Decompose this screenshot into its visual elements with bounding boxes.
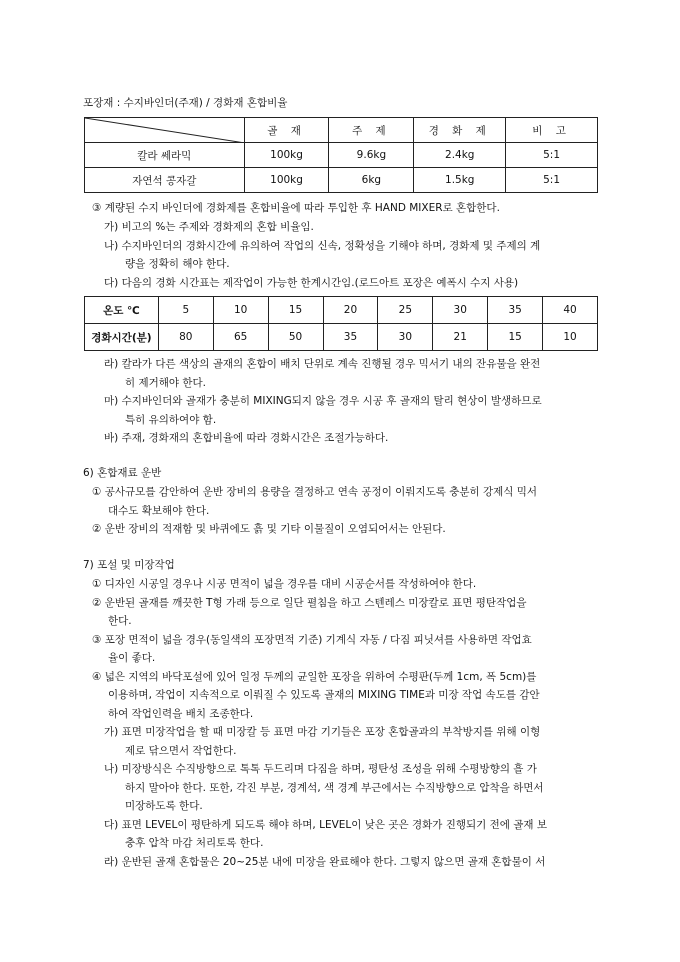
table-cell: 80: [158, 324, 213, 351]
section3-item-ga: 가) 비고의 %는 주제와 경화제의 혼합 비율임.: [104, 221, 314, 233]
row-label-curing-time: 경화시간(분): [85, 324, 159, 351]
section3-heading: ③ 계량된 수지 바인더에 경화제를 혼합비율에 따라 투입한 후 HAND MIXER로 혼합한다.: [92, 202, 500, 214]
section6-item-2: ② 운반 장비의 적재함 및 바퀴에도 흙 및 기타 이물질이 오염되어서는 안된다.: [92, 523, 446, 535]
table-cell: 30: [378, 324, 433, 351]
table-cell: 자연석 콩자갈: [85, 168, 245, 193]
table-cell: 25: [378, 297, 433, 324]
diagonal-header-cell: [85, 118, 245, 143]
table-cell: 100kg: [244, 143, 329, 168]
table-cell: 35: [323, 324, 378, 351]
section7-item-4-cont: 이용하며, 작업이 지속적으로 이뤄질 수 있도록 골재의 MIXING TIME과 미장 작업 속도를 감안: [108, 689, 540, 701]
header-hardener: 경 화 제: [414, 118, 506, 143]
table-cell: 5: [158, 297, 213, 324]
table-row: [85, 324, 598, 351]
section6-item-1: ① 공사규모를 감안하여 운반 장비의 용량을 결정하고 연속 공정이 이뤄지도록 충분히 강제식 믹서: [92, 486, 538, 498]
table-cell: 50: [268, 324, 323, 351]
table-cell: 칼라 쎄라믹: [85, 143, 245, 168]
section7-item-na-cont2: 미장하도록 한다.: [125, 800, 203, 812]
header-main-agent: 주 제: [329, 118, 414, 143]
section7-item-na-cont: 하지 말아야 한다. 또한, 각진 부분, 경계석, 색 경계 부근에서는 수직방향으로 압착을 하면서: [125, 782, 544, 794]
table-cell: 5:1: [506, 168, 598, 193]
section7-item-4: ④ 넓은 지역의 바닥포설에 있어 일정 두께의 균일한 포장을 위하여 수평판(두께 1cm, 폭 5cm)를: [92, 671, 537, 683]
section6-heading: 6) 혼합재료 운반: [83, 467, 162, 479]
section7-item-3: ③ 포장 면적이 넓을 경우(동일색의 포장면적 기준) 기계식 자동 / 다짐 피닛셔를 사용하면 작업효: [92, 634, 532, 646]
section3-item-na: 나) 수지바인더의 경화시간에 유의하여 작업의 신속, 정확성을 기해야 하며, 경화제 및 주제의 계: [104, 240, 541, 252]
table-row: [85, 168, 598, 193]
section3-item-ra: 라) 칼라가 다른 색상의 골재의 혼합이 배치 단위로 계속 진행될 경우 믹서기 내의 잔유물을 완전: [104, 358, 541, 370]
section7-item-2: ② 운반된 골재를 깨끗한 T형 가래 등으로 일단 펼침을 하고 스텐레스 미장칼로 표면 평탄작업을: [92, 597, 527, 609]
table-cell: 10: [543, 324, 598, 351]
table-row: [85, 297, 598, 324]
header-aggregate: 골 재: [244, 118, 329, 143]
section7-item-ga: 가) 표면 미장작업을 할 때 미장칼 등 표면 마감 기기들은 포장 혼합골과의 부착방지를 위해 이형: [104, 726, 541, 738]
section3-item-ba: 바) 주재, 경화재의 혼합비율에 따라 경화시간은 조절가능하다.: [104, 432, 389, 444]
section7-item-2-cont: 한다.: [108, 615, 132, 627]
section7-item-ra: 라) 운반된 골재 혼합물은 20~25분 내에 미장을 완료해야 한다. 그렇지 않으면 골재 혼합물이 서: [104, 856, 546, 868]
section7-item-na: 나) 미장방식은 수직방향으로 톡톡 두드리며 다짐을 하며, 평탄성 조성을 위해 수평방향의 흘 가: [104, 763, 537, 775]
section3-item-ma-cont: 특히 유의하여야 함.: [125, 414, 217, 426]
table-cell: 1.5kg: [414, 168, 506, 193]
table-row: [85, 143, 598, 168]
table-cell: 9.6kg: [329, 143, 414, 168]
section7-item-da: 다) 표면 LEVEL이 평탄하게 되도록 해야 하며, LEVEL이 낮은 곳은 경화가 진행되기 전에 골재 보: [104, 819, 548, 831]
table-cell: 65: [213, 324, 268, 351]
section7-item-4-cont2: 하여 작업인력을 배치 조종한다.: [108, 708, 254, 720]
section3-item-na-cont: 량을 정확히 해야 한다.: [125, 258, 230, 270]
table-cell: 15: [268, 297, 323, 324]
section7-item-ga-cont: 제로 닦으면서 작업한다.: [125, 745, 237, 757]
section7-heading: 7) 포설 및 미장작업: [83, 559, 175, 571]
header-remark: 비 고: [506, 118, 598, 143]
curing-time-table: [84, 296, 598, 351]
diagonal-line: [85, 118, 244, 143]
table-cell: 2.4kg: [414, 143, 506, 168]
table-cell: 35: [488, 297, 543, 324]
table-cell: 100kg: [244, 168, 329, 193]
section7-item-da-cont: 충후 압착 마감 처리토록 한다.: [125, 837, 264, 849]
mix-ratio-table: [84, 117, 598, 193]
section6-item-1-cont: 대수도 확보해야 한다.: [108, 505, 210, 517]
table-cell: 40: [543, 297, 598, 324]
section3-item-ra-cont: 히 제거해야 한다.: [125, 377, 207, 389]
row-label-temperature: 온도 ℃: [85, 297, 159, 324]
table-cell: 20: [323, 297, 378, 324]
table-cell: 10: [213, 297, 268, 324]
table-cell: 5:1: [506, 143, 598, 168]
table-cell: 21: [433, 324, 488, 351]
section3-item-da: 다) 다음의 경화 시간표는 제작업이 가능한 한계시간임.(로드아트 포장은 예폭시 수지 사용): [104, 277, 519, 289]
section7-item-1: ① 디자인 시공일 경우나 시공 면적이 넓을 경우를 대비 시공순서를 작성하여야 한다.: [92, 578, 477, 590]
table-cell: 30: [433, 297, 488, 324]
doc-title: 포장재 : 수지바인더(주재) / 경화재 혼합비율: [83, 97, 288, 109]
section7-item-3-cont: 율이 좋다.: [108, 652, 156, 664]
table-cell: 15: [488, 324, 543, 351]
table-cell: 6kg: [329, 168, 414, 193]
section3-item-ma: 마) 수지바인더와 골재가 충분히 MIXING되지 않을 경우 시공 후 골재의 탈리 현상이 발생하므로: [104, 395, 542, 407]
